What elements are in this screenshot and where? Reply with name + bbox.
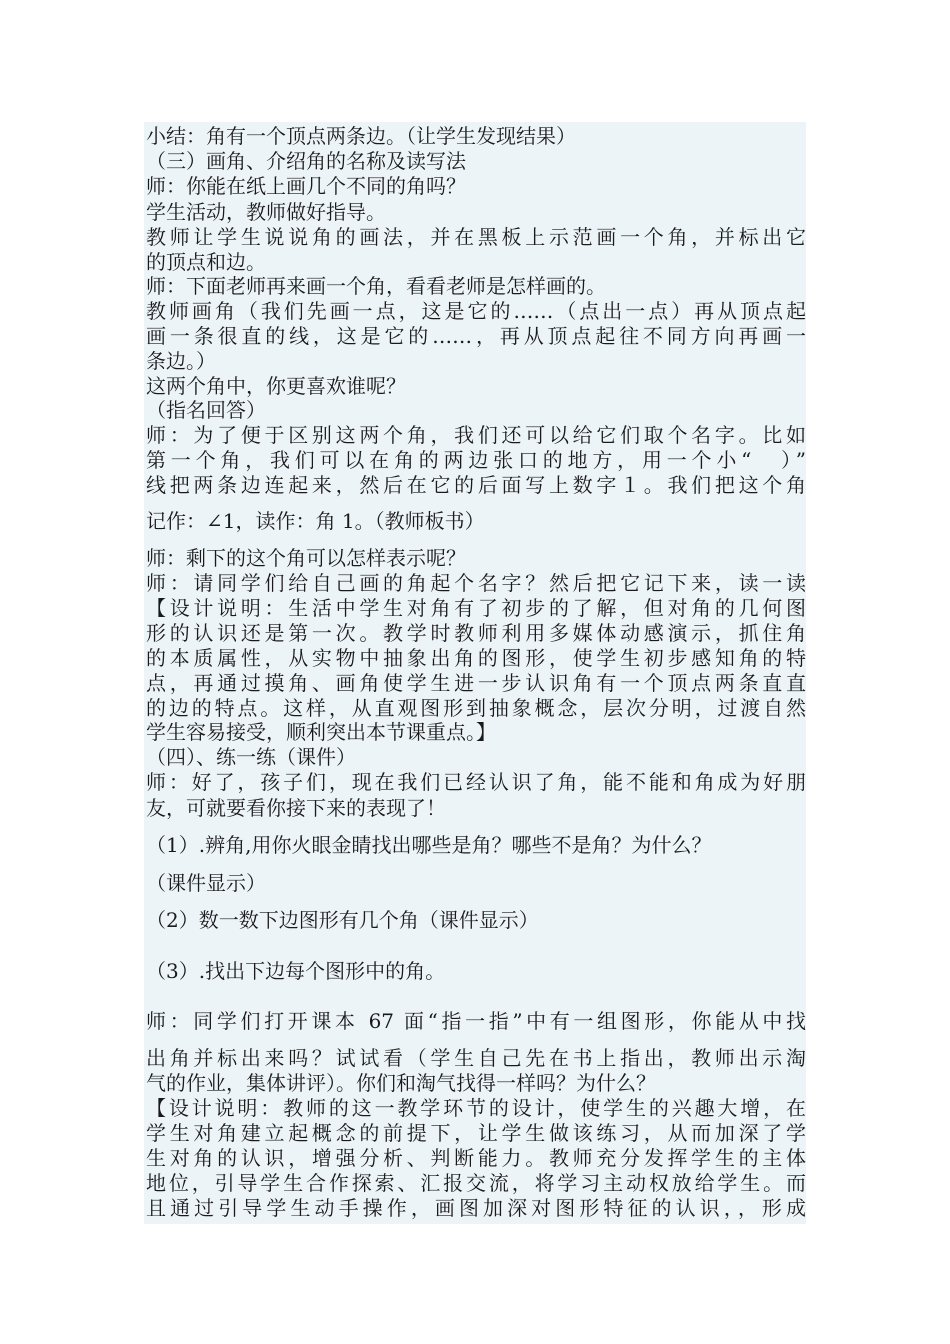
text-line: 师：好了，孩子们，现在我们已经认识了角，能不能和角成为好朋 [146, 770, 806, 794]
text-line: （指名回答） [146, 398, 266, 422]
exercise-item: （课件显示） [146, 871, 266, 895]
text-line: 师：请同学们给自己画的角起个名字？然后把它记下来，读一读 [146, 571, 806, 595]
text-line: 这两个角中，你更喜欢谁呢？ [146, 374, 406, 398]
text-line: 线把两条边连起来，然后在它的后面写上数字１。我们把这个角 [146, 473, 806, 497]
section-heading: （三）画角、介绍角的名称及读写法 [146, 149, 466, 173]
text-line: 的顶点和边。 [146, 250, 266, 274]
design-note-line: 点，再通过摸角、画角使学生进一步认识角有一个顶点两条直直 [146, 671, 806, 695]
exercise-item: （1）.辨角,用你火眼金睛找出哪些是角？哪些不是角？为什么？ [146, 833, 712, 857]
design-note-line: 学生容易接受，顺利突出本节课重点。】 [146, 720, 496, 744]
design-note-line: 且通过引导学生动手操作，画图加深对图形特征的认识，，形成 [146, 1196, 806, 1220]
design-note-line: 的本质属性，从实物中抽象出角的图形，使学生初步感知角的特 [146, 646, 806, 670]
exercise-item: （2）数一数下边图形有几个角（课件显示） [146, 908, 539, 932]
text-line: 师：下面老师再来画一个角，看看老师是怎样画的。 [146, 274, 606, 298]
text-line: 师：同学们打开课本 67 面“指一指”中有一组图形，你能从中找 [146, 1009, 806, 1033]
design-note-line: 【设计说明：教师的这一教学环节的设计，使学生的兴趣大增，在 [146, 1096, 806, 1120]
design-note-line: 生对角的认识，增强分析、判断能力。教师充分发挥学生的主体 [146, 1146, 806, 1170]
text-line: 师：剩下的这个角可以怎样表示呢？ [146, 546, 466, 570]
text-line: 出角并标出来吗？试试看（学生自己先在书上指出，教师出示淘 [146, 1046, 806, 1070]
text-line: 教师让学生说说角的画法，并在黑板上示范画一个角，并标出它 [146, 225, 806, 249]
section-heading: （四）、练一练（课件） [146, 745, 356, 769]
design-note-line: 的边的特点。这样，从直观图形到抽象概念，层次分明，过渡自然 [146, 696, 806, 720]
design-note-line: 地位，引导学生合作探索、汇报交流，将学习主动权放给学生。而 [146, 1171, 806, 1195]
text-line: 小结：角有一个顶点两条边。（让学生发现结果） [146, 124, 576, 148]
design-note-line: 【设计说明：生活中学生对角有了初步的了解，但对角的几何图 [146, 596, 806, 620]
text-line: 气的作业，集体讲评）。你们和淘气找得一样吗？为什么？ [146, 1071, 656, 1095]
text-line: 友，可就要看你接下来的表现了！ [146, 796, 446, 820]
design-note-line: 形的认识还是第一次。教学时教师利用多媒体动感演示，抓住角 [146, 621, 806, 645]
text-line: 师：你能在纸上画几个不同的角吗？ [146, 174, 466, 198]
text-line: 师：为了便于区别这两个角，我们还可以给它们取个名字。比如 [146, 423, 806, 447]
text-line: 教师画角（我们先画一点，这是它的……（点出一点）再从顶点起 [146, 299, 806, 323]
text-line: 学生活动，教师做好指导。 [146, 200, 386, 224]
design-note-line: 学生对角建立起概念的前提下，让学生做该练习，从而加深了学 [146, 1121, 806, 1145]
text-line: 画一条很直的线，这是它的……，再从顶点起往不同方向再画一 [146, 324, 806, 348]
text-line: 记作：∠1，读作：角 1。（教师板书） [146, 509, 485, 533]
exercise-item: （3）.找出下边每个图形中的角。 [146, 959, 446, 983]
text-line: 第一个角，我们可以在角的两边张口的地方，用一个小“ ）” [146, 448, 806, 472]
text-line: 条边。） [146, 349, 216, 373]
